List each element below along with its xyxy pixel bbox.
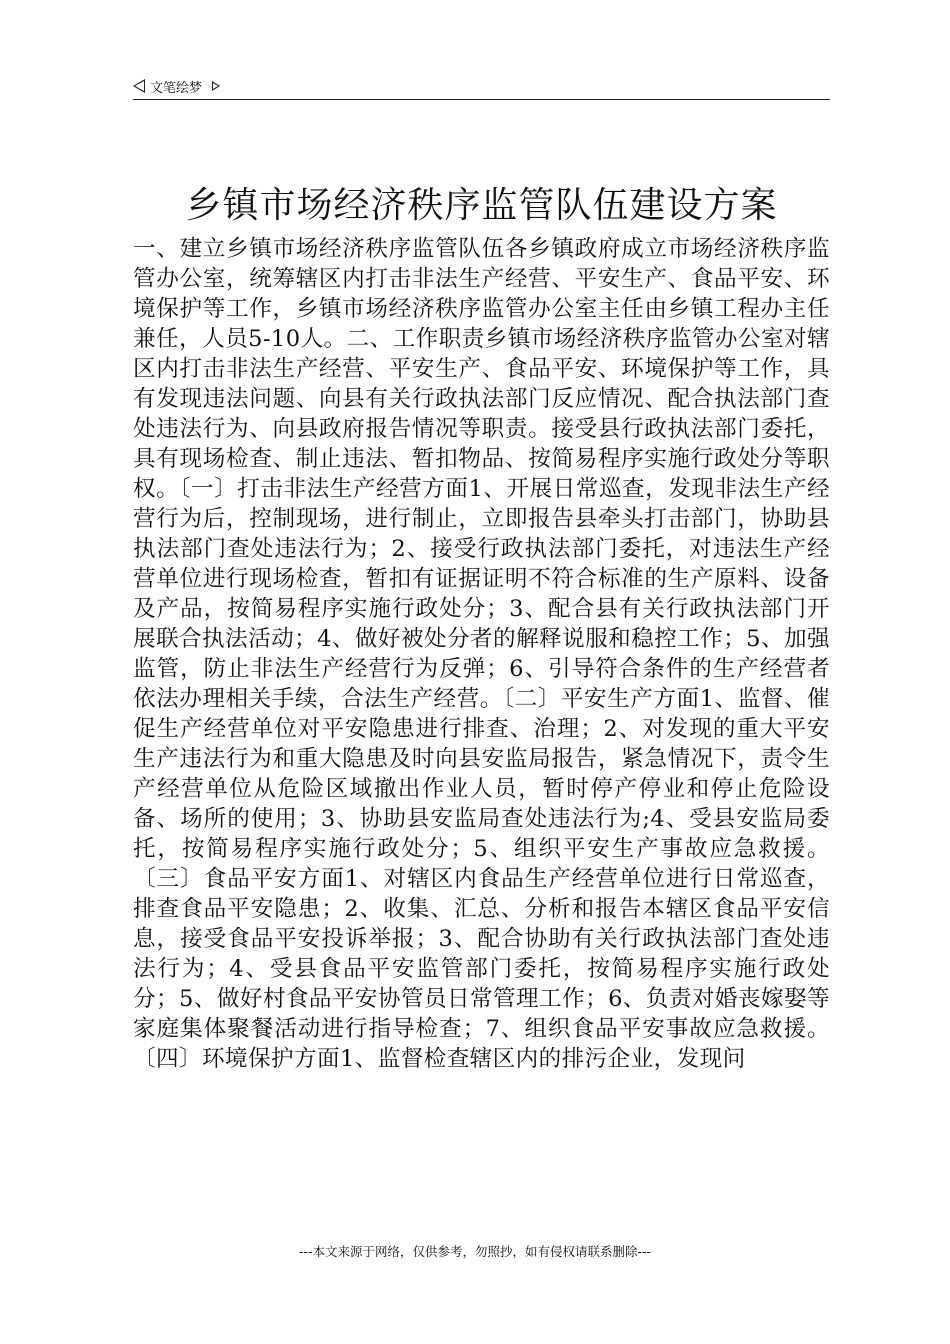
triangle-right-outline-icon xyxy=(212,81,220,91)
header-brand: 文笔绘梦 xyxy=(150,80,203,96)
triangle-left-outline-icon xyxy=(133,79,145,93)
document-body: 一、建立乡镇市场经济秩序监管队伍各乡镇政府成立市场经济秩序监管办公室，统筹辖区内打击非法生产经营、平安生产、食品平安、环境保护等工作，乡镇市场经济秩序监管办公室主任由乡镇工程办主任兼任，人员5-10人。二、工作职责乡镇市场经济秩序监管办公室对辖区内打击非法生产经营、平安生产、食品平安、环境保护等工作，具有发现违法问题、向县有关行政执法部门反应情况、配合执法部门查处违法行为、向县政府报告情况等职责。接受县行政执法部门委托，具有现场检查、制止违法、暂扣物品、按简易程序实施行政处分等职权。〔一〕打击非法生产经营方面1、开展日常巡查，发现非法生产经营行为后，控制现场，进行制止，立即报告县牵头打击部门，协助县执法部门查处违法行为；2、接受行政执法部门委托，对违法生产经营单位进行现场检查，暂扣有证据证明不符合标准的生产原料、设备及产品，按简易程序实施行政处分；3、配合县有关行政执法部门开展联合执法活动；4、做好被处分者的解释说服和稳控工作；5、加强监管，防止非法生产经营行为反弹；6、引导符合条件的生产经营者依法办理相关手续，合法生产经营。〔二〕平安生产方面1、监督、催促生产经营单位对平安隐患进行排查、治理；2、对发现的重大平安生产违法行为和重大隐患及时向县安监局报告，紧急情况下，责令生产经营单位从危险区域撤出作业人员，暂时停产停业和停止危险设备、场所的使用；3、协助县安监局查处违法行为;4、受县安监局委托，按简易程序实施行政处分；5、组织平安生产事故应急救援。〔三〕食品平安方面1、对辖区内食品生产经营单位进行日常巡查，排查食品平安隐患；2、收集、汇总、分析和报告本辖区食品平安信息，接受食品平安投诉举报；3、配合协助有关行政执法部门查处违法行为；4、受县食品平安监管部门委托，按简易程序实施行政处分；5、做好村食品平安协管员日常管理工作；6、负责对婚丧嫁娶等家庭集体聚餐活动进行指导检查；7、组织食品平安事故应急救援。〔四〕环境保护方面1、监督检查辖区内的排污企业，发现问 xyxy=(133,236,830,1072)
footer-notice: ---本文来源于网络，仅供参考，勿照抄，如有侵权请联系删除--- xyxy=(298,1244,652,1259)
page-header xyxy=(133,75,830,100)
header-brand-row xyxy=(133,77,220,95)
document-title: 乡镇市场经济秩序监管队伍建设方案 xyxy=(185,185,778,226)
